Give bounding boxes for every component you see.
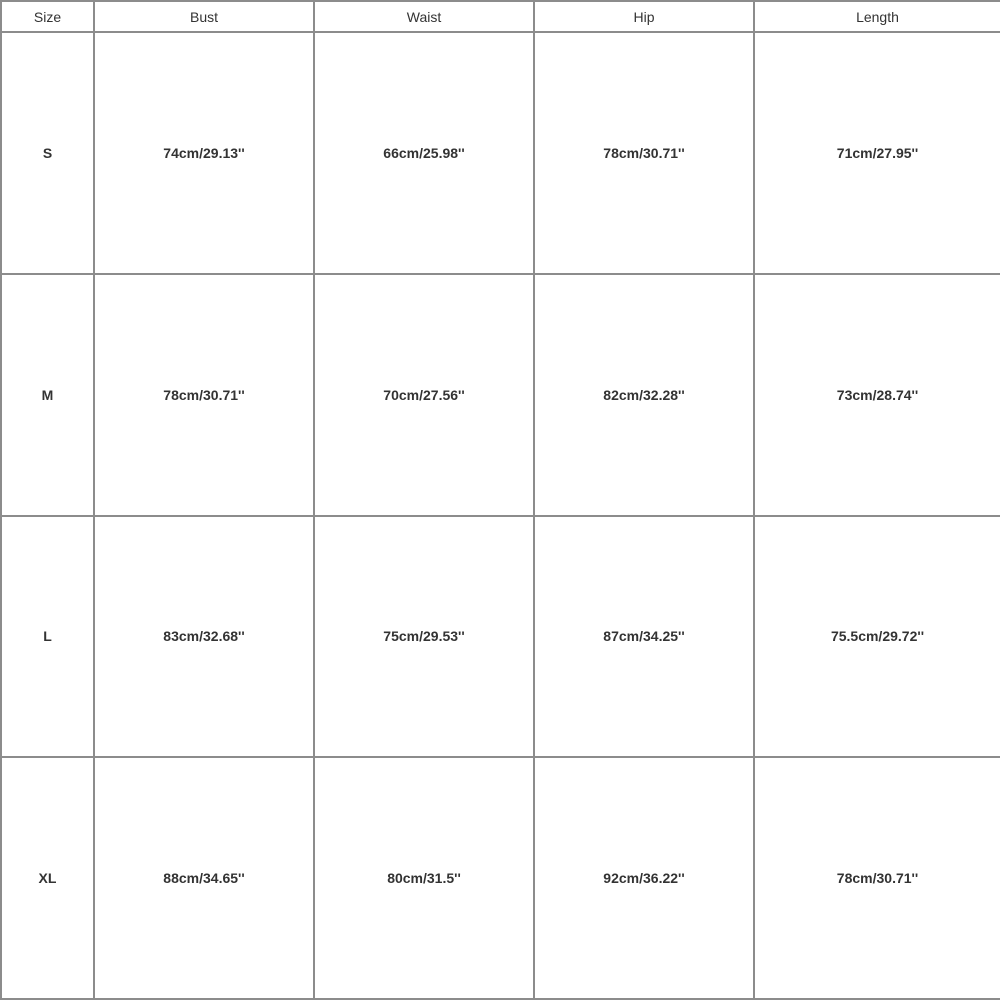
header-size: Size (1, 1, 94, 32)
header-hip: Hip (534, 1, 754, 32)
cell-length: 73cm/28.74'' (754, 274, 1000, 516)
cell-hip: 92cm/36.22'' (534, 757, 754, 999)
table-body (1, 32, 1000, 999)
cell-hip: 82cm/32.28'' (534, 274, 754, 516)
cell-waist: 66cm/25.98'' (314, 32, 534, 274)
header-waist: Waist (314, 1, 534, 32)
table-row (1, 274, 1000, 516)
table-header (1, 1, 1000, 32)
cell-waist: 70cm/27.56'' (314, 274, 534, 516)
cell-size: M (1, 274, 94, 516)
cell-hip: 87cm/34.25'' (534, 516, 754, 758)
cell-bust: 74cm/29.13'' (94, 32, 314, 274)
cell-size: S (1, 32, 94, 274)
cell-length: 78cm/30.71'' (754, 757, 1000, 999)
table-row (1, 757, 1000, 999)
cell-length: 75.5cm/29.72'' (754, 516, 1000, 758)
cell-bust: 88cm/34.65'' (94, 757, 314, 999)
header-row (1, 1, 1000, 32)
cell-size: L (1, 516, 94, 758)
table-row (1, 516, 1000, 758)
table-row (1, 32, 1000, 274)
cell-length: 71cm/27.95'' (754, 32, 1000, 274)
cell-waist: 80cm/31.5'' (314, 757, 534, 999)
header-bust: Bust (94, 1, 314, 32)
cell-bust: 83cm/32.68'' (94, 516, 314, 758)
cell-size: XL (1, 757, 94, 999)
header-length: Length (754, 1, 1000, 32)
cell-bust: 78cm/30.71'' (94, 274, 314, 516)
cell-hip: 78cm/30.71'' (534, 32, 754, 274)
cell-waist: 75cm/29.53'' (314, 516, 534, 758)
